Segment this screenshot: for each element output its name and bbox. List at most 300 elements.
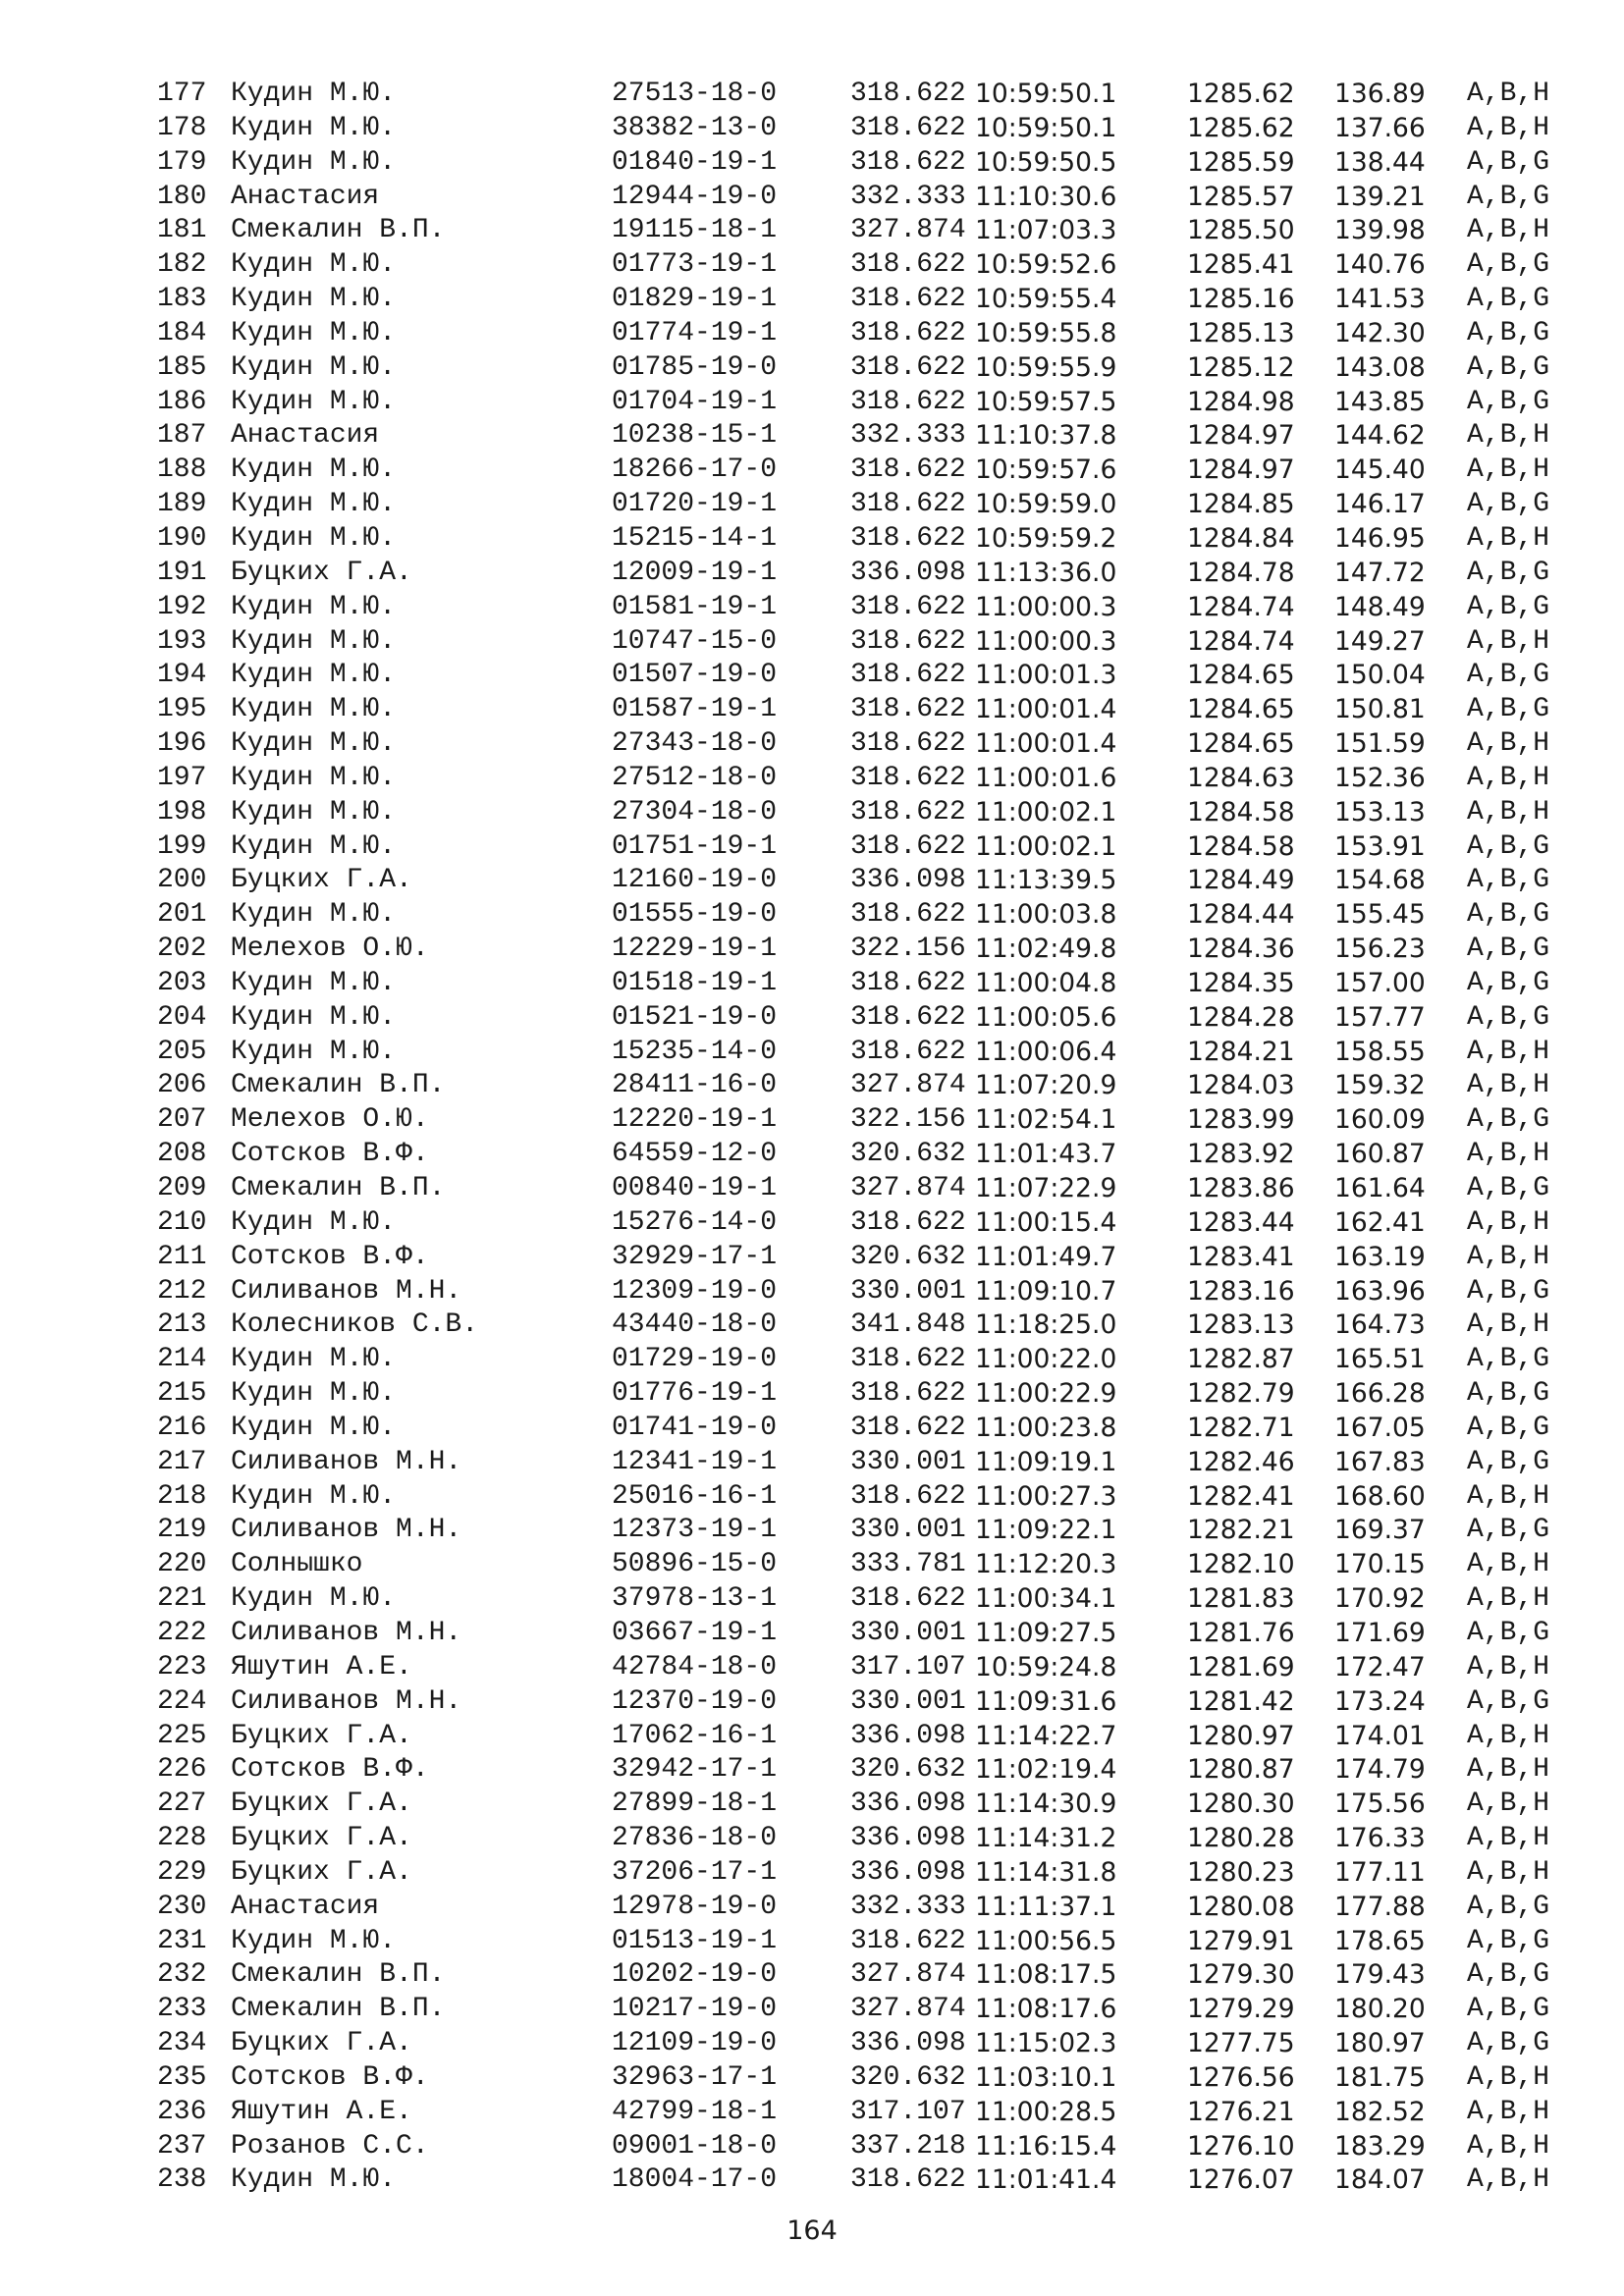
ring-number: 42784-18-0	[612, 1651, 778, 1682]
speed: 1283.44	[1187, 1206, 1295, 1238]
ring-number: 01587-19-1	[612, 694, 778, 725]
table-row	[157, 1412, 1571, 1446]
arrival-time: 11:14:22.7	[975, 1720, 1117, 1751]
arrival-time: 11:11:37.1	[975, 1891, 1117, 1922]
distance: 318.622	[850, 899, 966, 931]
ring-number: 01785-19-0	[612, 351, 778, 383]
ring-number: 09001-18-0	[612, 2130, 778, 2162]
flags: A,B,H	[1467, 2096, 1550, 2127]
flags: A,B,G	[1467, 249, 1550, 281]
ring-number: 01773-19-1	[612, 249, 778, 281]
flags: A,B,H	[1467, 1583, 1550, 1615]
table-row	[157, 1617, 1571, 1651]
ring-number: 12341-19-1	[612, 1446, 778, 1477]
ring-number: 15235-14-0	[612, 1036, 778, 1067]
flags: A,B,H	[1467, 215, 1550, 246]
table-row	[157, 1275, 1571, 1309]
row-number: 227	[157, 1789, 207, 1820]
ring-number: 01507-19-0	[612, 660, 778, 691]
table-row	[157, 762, 1571, 796]
flags: A,B,H	[1467, 1036, 1550, 1067]
distance: 327.874	[850, 1173, 966, 1203]
distance: 332.333	[850, 420, 966, 452]
flags: A,B,G	[1467, 2028, 1550, 2059]
ring-number: 42799-18-1	[612, 2096, 778, 2127]
arrival-time: 11:14:31.8	[975, 1856, 1117, 1888]
arrival-time: 11:09:31.6	[975, 1685, 1117, 1717]
flags: A,B,H	[1467, 454, 1550, 486]
table-row	[157, 864, 1571, 898]
distance: 327.874	[850, 215, 966, 246]
participant-name: Кудин М.Ю.	[231, 454, 397, 486]
arrival-time: 11:16:15.4	[975, 2130, 1117, 2162]
arrival-time: 11:07:22.9	[975, 1173, 1117, 1203]
table-row	[157, 1685, 1571, 1720]
ring-number: 12109-19-0	[612, 2028, 778, 2059]
arrival-time: 11:07:03.3	[975, 215, 1117, 246]
table-row	[157, 317, 1571, 351]
speed: 1284.58	[1187, 796, 1295, 828]
row-number: 236	[157, 2096, 207, 2127]
arrival-time: 11:00:01.4	[975, 694, 1117, 725]
table-row	[157, 112, 1571, 146]
row-number: 238	[157, 2164, 207, 2196]
row-number: 219	[157, 1515, 207, 1546]
table-row	[157, 1993, 1571, 2027]
arrival-time: 11:00:01.4	[975, 728, 1117, 760]
row-number: 197	[157, 762, 207, 793]
distance: 317.107	[850, 1651, 966, 1682]
table-row	[157, 386, 1571, 420]
arrival-time: 11:00:01.3	[975, 660, 1117, 691]
table-row	[157, 214, 1571, 248]
speed: 1284.44	[1187, 899, 1295, 931]
ring-number: 01774-19-1	[612, 317, 778, 348]
row-number: 183	[157, 284, 207, 315]
coefficient: 144.62	[1334, 420, 1426, 452]
flags: A,B,G	[1467, 899, 1550, 931]
arrival-time: 11:00:56.5	[975, 1925, 1117, 1956]
arrival-time: 11:01:41.4	[975, 2164, 1117, 2196]
speed: 1276.21	[1187, 2096, 1295, 2127]
distance: 336.098	[850, 1720, 966, 1751]
arrival-time: 11:00:22.0	[975, 1344, 1117, 1375]
arrival-time: 11:00:22.9	[975, 1378, 1117, 1410]
participant-name: Сотсков В.Ф.	[231, 1139, 429, 1170]
flags: A,B,H	[1467, 112, 1550, 143]
table-row	[157, 933, 1571, 967]
ring-number: 27343-18-0	[612, 728, 778, 760]
flags: A,B,H	[1467, 2061, 1550, 2093]
distance: 320.632	[850, 1139, 966, 1170]
participant-name: Кудин М.Ю.	[231, 1206, 397, 1238]
row-number: 178	[157, 112, 207, 143]
participant-name: Буцких Г.А.	[231, 1823, 412, 1854]
flags: A,B,H	[1467, 1720, 1550, 1751]
ring-number: 01729-19-0	[612, 1344, 778, 1375]
arrival-time: 11:00:34.1	[975, 1583, 1117, 1615]
ring-number: 12944-19-0	[612, 181, 778, 212]
row-number: 204	[157, 1001, 207, 1033]
flags: A,B,G	[1467, 1925, 1550, 1956]
coefficient: 167.05	[1334, 1412, 1426, 1443]
arrival-time: 11:01:49.7	[975, 1241, 1117, 1272]
coefficient: 180.97	[1334, 2028, 1426, 2059]
row-number: 218	[157, 1480, 207, 1512]
flags: A,B,G	[1467, 557, 1550, 588]
distance: 330.001	[850, 1446, 966, 1477]
speed: 1283.86	[1187, 1173, 1295, 1203]
row-number: 229	[157, 1856, 207, 1888]
distance: 318.622	[850, 967, 966, 998]
ring-number: 10217-19-0	[612, 1994, 778, 2025]
table-row	[157, 454, 1571, 488]
ring-number: 01513-19-1	[612, 1925, 778, 1956]
coefficient: 162.41	[1334, 1206, 1426, 1238]
coefficient: 150.04	[1334, 660, 1426, 691]
flags: A,B,H	[1467, 522, 1550, 554]
row-number: 226	[157, 1754, 207, 1786]
participant-name: Мелехов О.Ю.	[231, 934, 429, 965]
coefficient: 166.28	[1334, 1378, 1426, 1410]
flags: A,B,G	[1467, 1344, 1550, 1375]
coefficient: 160.87	[1334, 1139, 1426, 1170]
participant-name: Кудин М.Ю.	[231, 796, 397, 828]
distance: 318.622	[850, 317, 966, 348]
coefficient: 170.92	[1334, 1583, 1426, 1615]
distance: 341.848	[850, 1309, 966, 1341]
coefficient: 161.64	[1334, 1173, 1426, 1203]
speed: 1276.56	[1187, 2061, 1295, 2093]
speed: 1283.92	[1187, 1139, 1295, 1170]
speed: 1284.74	[1187, 591, 1295, 622]
coefficient: 170.15	[1334, 1549, 1426, 1580]
distance: 318.622	[850, 489, 966, 520]
speed: 1284.84	[1187, 522, 1295, 554]
arrival-time: 11:02:49.8	[975, 934, 1117, 965]
participant-name: Кудин М.Ю.	[231, 1480, 397, 1512]
distance: 318.622	[850, 796, 966, 828]
distance: 318.622	[850, 1344, 966, 1375]
distance: 332.333	[850, 181, 966, 212]
row-number: 214	[157, 1344, 207, 1375]
speed: 1284.49	[1187, 865, 1295, 896]
flags: A,B,H	[1467, 420, 1550, 452]
flags: A,B,G	[1467, 591, 1550, 622]
arrival-time: 11:08:17.6	[975, 1994, 1117, 2025]
ring-number: 17062-16-1	[612, 1720, 778, 1751]
coefficient: 165.51	[1334, 1344, 1426, 1375]
flags: A,B,G	[1467, 1446, 1550, 1477]
arrival-time: 11:00:15.4	[975, 1206, 1117, 1238]
table-row	[157, 1206, 1571, 1241]
row-number: 180	[157, 181, 207, 212]
table-row	[157, 1514, 1571, 1548]
coefficient: 178.65	[1334, 1925, 1426, 1956]
coefficient: 172.47	[1334, 1651, 1426, 1682]
table-row	[157, 283, 1571, 317]
participant-name: Силиванов М.Н.	[231, 1446, 462, 1477]
participant-name: Кудин М.Ю.	[231, 79, 397, 109]
arrival-time: 11:09:19.1	[975, 1446, 1117, 1477]
participant-name: Кудин М.Ю.	[231, 489, 397, 520]
participant-name: Кудин М.Ю.	[231, 1583, 397, 1615]
table-row	[157, 1172, 1571, 1206]
ring-number: 15215-14-1	[612, 522, 778, 554]
flags: A,B,G	[1467, 317, 1550, 348]
row-number: 181	[157, 215, 207, 246]
participant-name: Смекалин В.П.	[231, 1959, 446, 1991]
table-row	[157, 659, 1571, 693]
arrival-time: 10:59:59.0	[975, 489, 1117, 520]
flags: A,B,H	[1467, 1789, 1550, 1820]
speed: 1284.03	[1187, 1070, 1295, 1101]
speed: 1285.13	[1187, 317, 1295, 348]
table-row	[157, 1446, 1571, 1480]
participant-name: Кудин М.Ю.	[231, 1925, 397, 1956]
table-row	[157, 1241, 1571, 1275]
coefficient: 177.11	[1334, 1856, 1426, 1888]
participant-name: Буцких Г.А.	[231, 2028, 412, 2059]
coefficient: 157.00	[1334, 967, 1426, 998]
coefficient: 168.60	[1334, 1480, 1426, 1512]
row-number: 184	[157, 317, 207, 348]
arrival-time: 10:59:52.6	[975, 249, 1117, 281]
row-number: 225	[157, 1720, 207, 1751]
table-row	[157, 1138, 1571, 1172]
table-row	[157, 591, 1571, 625]
distance: 318.622	[850, 386, 966, 417]
distance: 318.622	[850, 1036, 966, 1067]
speed: 1281.42	[1187, 1685, 1295, 1717]
coefficient: 149.27	[1334, 625, 1426, 657]
flags: A,B,G	[1467, 1104, 1550, 1136]
ring-number: 01751-19-1	[612, 830, 778, 862]
speed: 1279.29	[1187, 1994, 1295, 2025]
row-number: 195	[157, 694, 207, 725]
participant-name: Кудин М.Ю.	[231, 728, 397, 760]
participant-name: Розанов С.С.	[231, 2130, 429, 2162]
speed: 1285.59	[1187, 146, 1295, 178]
row-number: 217	[157, 1446, 207, 1477]
flags: A,B,H	[1467, 79, 1550, 109]
speed: 1282.10	[1187, 1549, 1295, 1580]
speed: 1276.10	[1187, 2130, 1295, 2162]
row-number: 200	[157, 865, 207, 896]
coefficient: 148.49	[1334, 591, 1426, 622]
flags: A,B,H	[1467, 1206, 1550, 1238]
participant-name: Буцких Г.А.	[231, 1856, 412, 1888]
table-row	[157, 1001, 1571, 1036]
speed: 1285.50	[1187, 215, 1295, 246]
table-row	[157, 1069, 1571, 1103]
participant-name: Буцких Г.А.	[231, 557, 412, 588]
flags: A,B,G	[1467, 386, 1550, 417]
speed: 1280.23	[1187, 1856, 1295, 1888]
row-number: 232	[157, 1959, 207, 1991]
flags: A,B,G	[1467, 1994, 1550, 2025]
participant-name: Кудин М.Ю.	[231, 522, 397, 554]
row-number: 210	[157, 1206, 207, 1238]
distance: 318.622	[850, 284, 966, 315]
distance: 318.622	[850, 249, 966, 281]
distance: 330.001	[850, 1275, 966, 1307]
row-number: 191	[157, 557, 207, 588]
participant-name: Кудин М.Ю.	[231, 591, 397, 622]
table-row	[157, 1548, 1571, 1582]
arrival-time: 11:13:36.0	[975, 557, 1117, 588]
row-number: 224	[157, 1685, 207, 1717]
table-row	[157, 2163, 1571, 2198]
ring-number: 32929-17-1	[612, 1241, 778, 1272]
arrival-time: 11:00:00.3	[975, 591, 1117, 622]
distance: 320.632	[850, 2061, 966, 2093]
arrival-time: 11:00:28.5	[975, 2096, 1117, 2127]
table-row	[157, 1925, 1571, 1959]
speed: 1284.28	[1187, 1001, 1295, 1033]
arrival-time: 11:18:25.0	[975, 1309, 1117, 1341]
row-number: 212	[157, 1275, 207, 1307]
participant-name: Мелехов О.Ю.	[231, 1104, 429, 1136]
page-number: 164	[786, 2216, 838, 2246]
participant-name: Колесников С.В.	[231, 1309, 479, 1341]
arrival-time: 11:00:01.6	[975, 762, 1117, 793]
coefficient: 174.79	[1334, 1754, 1426, 1786]
distance: 336.098	[850, 2028, 966, 2059]
coefficient: 146.95	[1334, 522, 1426, 554]
flags: A,B,G	[1467, 1685, 1550, 1717]
coefficient: 156.23	[1334, 934, 1426, 965]
coefficient: 175.56	[1334, 1789, 1426, 1820]
flags: A,B,G	[1467, 1001, 1550, 1033]
flags: A,B,G	[1467, 1515, 1550, 1546]
table-row	[157, 830, 1571, 865]
row-number: 199	[157, 830, 207, 862]
participant-name: Кудин М.Ю.	[231, 317, 397, 348]
flags: A,B,H	[1467, 1823, 1550, 1854]
ring-number: 28411-16-0	[612, 1070, 778, 1101]
participant-name: Смекалин В.П.	[231, 215, 446, 246]
distance: 318.622	[850, 1206, 966, 1238]
arrival-time: 11:00:05.6	[975, 1001, 1117, 1033]
table-row	[157, 2061, 1571, 2096]
table-row	[157, 248, 1571, 283]
flags: A,B,H	[1467, 1856, 1550, 1888]
speed: 1284.35	[1187, 967, 1295, 998]
distance: 333.781	[850, 1549, 966, 1580]
flags: A,B,G	[1467, 830, 1550, 862]
row-number: 231	[157, 1925, 207, 1956]
coefficient: 136.89	[1334, 79, 1426, 109]
arrival-time: 11:00:02.1	[975, 796, 1117, 828]
arrival-time: 11:09:22.1	[975, 1515, 1117, 1546]
participant-name: Анастасия	[231, 1891, 380, 1922]
distance: 322.156	[850, 934, 966, 965]
flags: A,B,H	[1467, 1549, 1550, 1580]
speed: 1281.69	[1187, 1651, 1295, 1682]
row-number: 223	[157, 1651, 207, 1682]
table-row	[157, 419, 1571, 454]
flags: A,B,G	[1467, 660, 1550, 691]
table-row	[157, 2027, 1571, 2061]
coefficient: 138.44	[1334, 146, 1426, 178]
table-row	[157, 1651, 1571, 1685]
ring-number: 18266-17-0	[612, 454, 778, 486]
ring-number: 12009-19-1	[612, 557, 778, 588]
coefficient: 139.98	[1334, 215, 1426, 246]
speed: 1284.85	[1187, 489, 1295, 520]
distance: 318.622	[850, 660, 966, 691]
arrival-time: 11:09:27.5	[975, 1617, 1117, 1648]
flags: A,B,H	[1467, 1480, 1550, 1512]
distance: 322.156	[850, 1104, 966, 1136]
table-row	[157, 522, 1571, 557]
row-number: 196	[157, 728, 207, 760]
flags: A,B,G	[1467, 694, 1550, 725]
coefficient: 146.17	[1334, 489, 1426, 520]
arrival-time: 11:01:43.7	[975, 1139, 1117, 1170]
participant-name: Кудин М.Ю.	[231, 660, 397, 691]
coefficient: 160.09	[1334, 1104, 1426, 1136]
table-row	[157, 967, 1571, 1001]
ring-number: 32942-17-1	[612, 1754, 778, 1786]
participant-name: Силиванов М.Н.	[231, 1275, 462, 1307]
results-table	[157, 78, 1571, 2198]
distance: 318.622	[850, 762, 966, 793]
flags: A,B,H	[1467, 2130, 1550, 2162]
coefficient: 164.73	[1334, 1309, 1426, 1341]
coefficient: 137.66	[1334, 112, 1426, 143]
participant-name: Сотсков В.Ф.	[231, 2061, 429, 2093]
arrival-time: 10:59:24.8	[975, 1651, 1117, 1682]
ring-number: 10202-19-0	[612, 1959, 778, 1991]
flags: A,B,G	[1467, 1959, 1550, 1991]
participant-name: Кудин М.Ю.	[231, 112, 397, 143]
ring-number: 12229-19-1	[612, 934, 778, 965]
ring-number: 27899-18-1	[612, 1789, 778, 1820]
table-row	[157, 796, 1571, 830]
ring-number: 27512-18-0	[612, 762, 778, 793]
speed: 1282.41	[1187, 1480, 1295, 1512]
ring-number: 10238-15-1	[612, 420, 778, 452]
participant-name: Кудин М.Ю.	[231, 762, 397, 793]
row-number: 202	[157, 934, 207, 965]
speed: 1285.12	[1187, 351, 1295, 383]
arrival-time: 11:12:20.3	[975, 1549, 1117, 1580]
row-number: 182	[157, 249, 207, 281]
row-number: 186	[157, 386, 207, 417]
coefficient: 141.53	[1334, 284, 1426, 315]
row-number: 179	[157, 146, 207, 178]
arrival-time: 10:59:57.5	[975, 386, 1117, 417]
row-number: 201	[157, 899, 207, 931]
distance: 318.622	[850, 694, 966, 725]
speed: 1281.76	[1187, 1617, 1295, 1648]
coefficient: 140.76	[1334, 249, 1426, 281]
table-row	[157, 557, 1571, 591]
coefficient: 184.07	[1334, 2164, 1426, 2196]
distance: 327.874	[850, 1070, 966, 1101]
distance: 318.622	[850, 146, 966, 178]
ring-number: 01720-19-1	[612, 489, 778, 520]
distance: 336.098	[850, 1789, 966, 1820]
arrival-time: 11:09:10.7	[975, 1275, 1117, 1307]
ring-number: 01555-19-0	[612, 899, 778, 931]
ring-number: 50896-15-0	[612, 1549, 778, 1580]
row-number: 189	[157, 489, 207, 520]
participant-name: Буцких Г.А.	[231, 865, 412, 896]
speed: 1284.63	[1187, 762, 1295, 793]
